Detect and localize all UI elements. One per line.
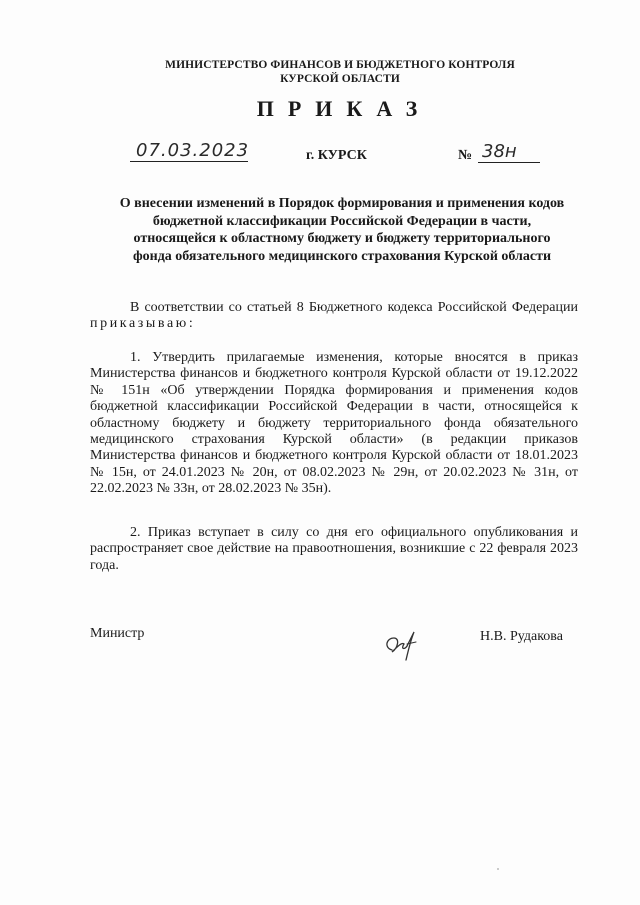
order-item-1-text: 1. Утвердить прилагаемые изменения, которые вносятся в приказ Министерства финансов и бюджетного контроля Курской области от 19.12.2022 № 151н «Об утверждении Порядка формирования и применения кодов бюджетной классификации Российской Федерации в части, относящейся к областному бюджету и бюджету территориального фонда обязательного медицинского страхования Курской области» (в редакции приказов Министерства финансов и бюджетного контроля Курской области от 18.01.2023 № 15н, от 24.01.2023 № 20н, от 08.02.2023 № 29н, от 20.02.2023 № 31н, от 22.02.2023 № 33н, от 28.02.2023 № 35н). [90,350,578,497]
scan-speck [497,868,499,870]
date-underline [130,161,248,162]
handwritten-date: 07.03.2023 [136,140,250,161]
number-label: № [458,148,473,163]
document-type-title: ПРИКАЗ [256,96,432,121]
handwritten-signature [380,628,430,662]
document-subject-heading [92,195,592,265]
ministry-header [150,58,530,86]
intro-colon: : [188,316,193,332]
order-item-2 [90,525,578,574]
heading-line: относящейся к областному бюджету и бюджету территориального [133,231,551,246]
intro-paragraph [90,300,578,333]
signer-name: Н.В. Рудакова [480,629,563,644]
handwritten-number: 38н [482,141,517,162]
order-keyword: приказываю [90,316,189,332]
city-label: г. КУРСК [306,148,367,163]
signer-position: Министр [90,626,145,641]
heading-line: бюджетной классификации Российской Федерации в части, [152,213,532,229]
intro-text: В соответствии со статьей 8 Бюджетного кодекса Российской Федерации [130,300,578,315]
ministry-name-line2: КУРСКОЙ ОБЛАСТИ [280,73,400,85]
heading-line: фонда обязательного медицинского страхования Курской области [132,248,552,264]
order-item-2-text: 2. Приказ вступает в силу со дня его официального опубликования и распространяет свое действие на правоотношения, возникшие с 22 февраля 2023 года. [90,525,578,573]
number-underline [478,162,540,163]
order-item-1 [90,350,578,498]
ministry-name-line1: МИНИСТЕРСТВО ФИНАНСОВ И БЮДЖЕТНОГО КОНТРОЛЯ [165,59,515,71]
heading-line: О внесении изменений в Порядок формирования и применения кодов [119,196,565,211]
